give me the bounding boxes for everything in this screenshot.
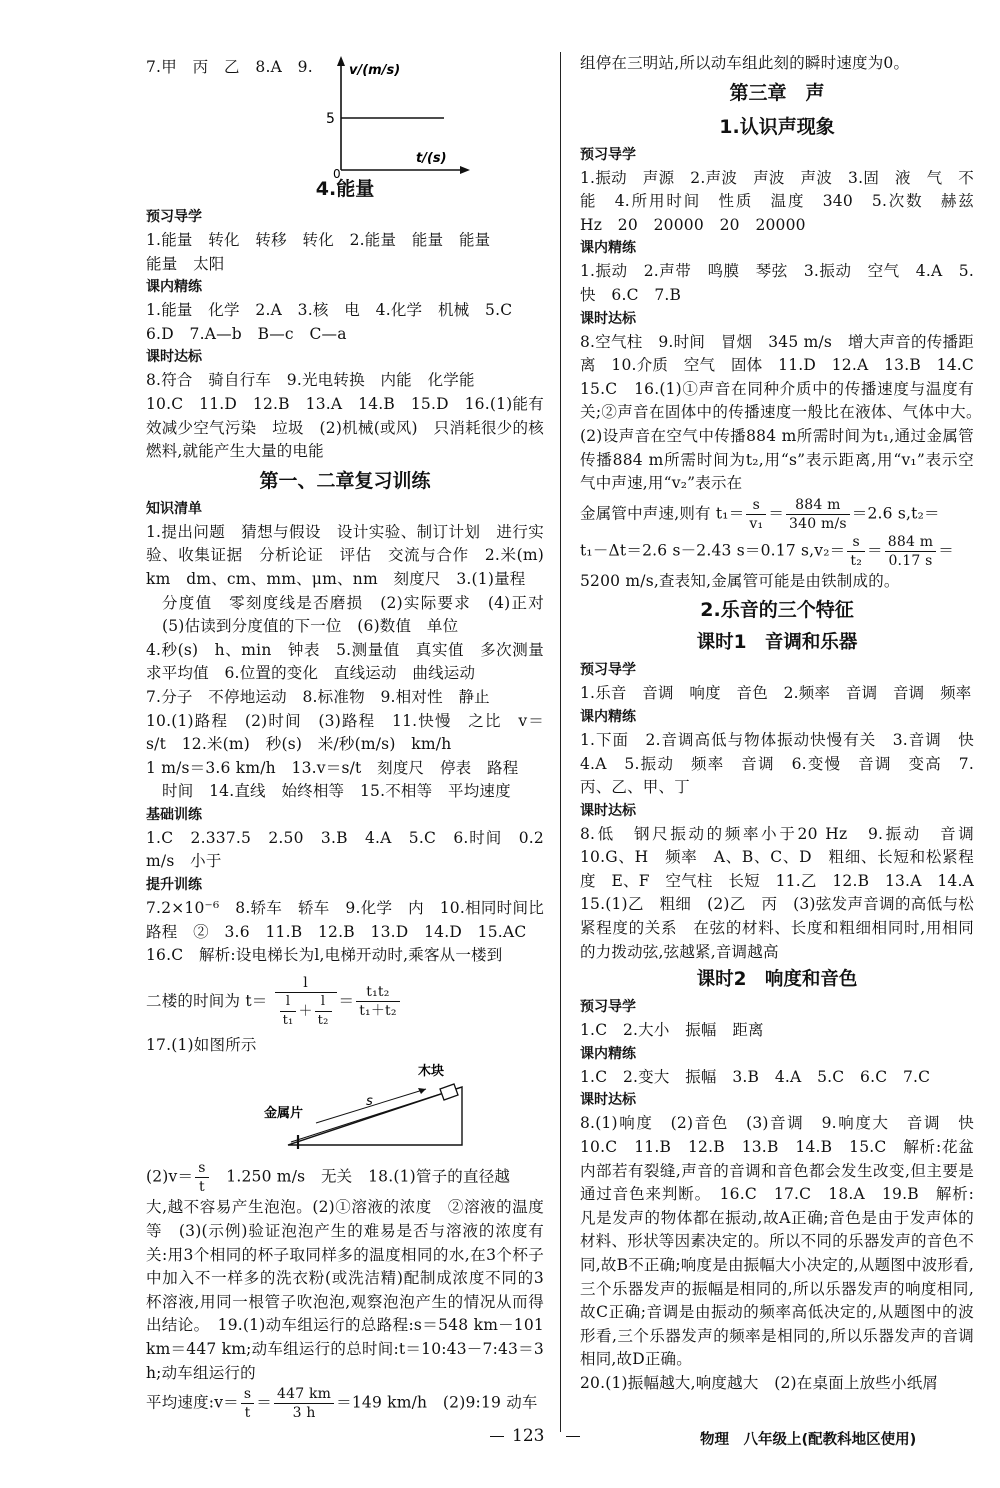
knowledge-1: 1.提出问题 猜想与假设 设计实验、制订计划 进行实验、收集证据 分析论证 评估 交流与合作 2.米(m) km dm、cm、mm、μm、nm 刻度尺 3.(1)量程 (146, 522, 560, 588)
label-advanced: 提升训练 (146, 877, 202, 894)
continued-text: 组停在三明站,所以动车组此刻的瞬时速度为0。 (580, 54, 910, 72)
knowledge-5: 10.(1)路程 (2)时间 (3)路程 11.快慢 之比 v＝s/t 12.米(m) 秒(s) 米/秒(m/s) km/h (146, 711, 544, 754)
knowledge-6: 1 m/s＝3.6 km/h 13.v＝s/t 刻度尺 停表 路程 (146, 758, 519, 777)
wood-block (440, 1084, 458, 1100)
label-preview: 预习导学 (146, 209, 202, 225)
fraction-s-t-2 (241, 1385, 254, 1422)
label-standard: 课时达标 (580, 802, 636, 819)
q17-answer-rest: 1.250 m/s 无关 18.(1)管子的直径越 (210, 1167, 511, 1186)
q19-speed: 平均速度:v＝ $\frac{s}{t}$ ＝ $\frac{447 km}{3 h}$ ＝149 km/h (2)9:19 动车 (146, 1386, 538, 1422)
k2-standard: 8.(1)响度 (2)音色 (3)音调 9.响度大 音调 快 10.C 11.B 12.B 13.B 14.B 15.C 解析:花盆内部若有裂缝,声音的音调和音色都会发生改变,但主要是通过音色来判断。 16.C 17.C 18.A 19.B 解析:凡是发声的物体都在振动,故A正确;音色是由于发声体的材料、形状等因素决定的。所以不同的乐器发声的音色不同,故B不正确;响度是由振幅大小决定的,从题图中波形看,三个乐器发声的振幅是相同的,所以乐器发声的响度相同,故C正确;音调是由振动的频率高低决定的,从题图中的波形看,三个乐器发声的频率是相同的,所以乐器发声的音调相同,故D正确。 (580, 1114, 990, 1369)
frac-num-l: l (275, 974, 337, 993)
den: 0.17 s (888, 552, 933, 569)
label-basic: 基础训练 (146, 806, 202, 823)
page-number: 123 (512, 1426, 545, 1446)
fraction-884-340 (786, 496, 850, 533)
num: 447 km (274, 1385, 334, 1404)
s1-conclusion: 5200 m/s,查表知,金属管可能是由铁制成的。 (580, 571, 900, 590)
fraction-l-over-sum (275, 974, 337, 1030)
num: s (746, 496, 766, 515)
x-arrow-icon (460, 166, 470, 174)
label-in-class: 课内精练 (580, 708, 636, 725)
section-1-title: 1.认识声现象 (719, 115, 835, 138)
footer-subject: 物理 八年级上(配教科地区使用) (700, 1432, 917, 1448)
num: s (241, 1385, 254, 1404)
s1-calc-2: t₁－Δt＝2.6 s－2.43 s＝0.17 s,v₂＝ $\frac{s}{\text{t₂}}$ ＝ $\frac{884 m}{0.17 s}$ ＝ (580, 533, 954, 569)
label-s: s (366, 1094, 373, 1110)
label-standard: 课时达标 (580, 1092, 636, 1109)
q7-9-block (146, 52, 544, 180)
knowledge-4: 7.分子 不停地运动 8.标准物 9.相对性 静止 (146, 687, 490, 706)
graph-ylabel: v/(m/s) (349, 63, 401, 78)
label-preview: 预习导学 (580, 999, 636, 1016)
answers-7-9: 7.甲 丙 乙 8.A 9. (146, 58, 313, 76)
frac-den-sum: $\frac{l}{\text{t₁}}$ ＋ $\frac{l}{\text{t₂}}$ (275, 993, 337, 1030)
den: v₁ (749, 515, 764, 532)
graph-xlabel: t/(s) (416, 151, 447, 166)
right-column (580, 52, 990, 1396)
q19-rest: ＝149 km/h (2)9:19 动车 (336, 1393, 538, 1412)
label-in-class: 课内精练 (146, 279, 202, 296)
num: 884 m (786, 496, 850, 515)
s4-preview-line1: 1.能量 转化 转移 转化 2.能量 能量 能量 (146, 231, 491, 249)
label-in-class: 课内精练 (580, 240, 636, 257)
s4-standard-line1: 8.符合 骑自行车 9.光电转换 内能 化学能 (146, 371, 475, 390)
review-title: 第一、二章复习训练 (259, 469, 431, 492)
k2-q20: 20.(1)振幅越大,响度越大 (2)在桌面上放些小纸屑 (580, 1373, 939, 1392)
knowledge-2: 分度值 零刻度线是否磨损 (2)实际要求 (4)正对 (5)估读到分度值的下一位 (6)数值 单位 (162, 593, 560, 636)
num: 884 m (885, 533, 936, 552)
s1-calc-1: 金属管中声速,则有 t₁＝ $\frac{s}{\text{v₁}}$ ＝ $\frac{884 m}{340 m/s}$ ＝2.6 s,t₂＝ (580, 496, 940, 532)
q18-19-text: 大,越不容易产生泡泡。(2)①溶液的浓度 ②溶液的温度等 (3)(示例)验证泡泡产生的难易是否与溶液的浓度有关:用3个相同的杯子取同样多的温度相同的水,在3个杯子中加入不一样多的洗衣粉(或洗洁精)配制成浓度不同的3杯溶液,用同一根管子吹泡泡,观察泡泡产生的情况从而得出结论。 19.(1)动车组运行的总路程:s＝548 km－101 km＝447 km;动车组运行的总时间:t＝10:43－7:43＝3 h;动车组运行的 (146, 1198, 544, 1382)
den: t (244, 1405, 251, 1422)
q16-formula-prefix: 二楼的时间为 t＝ (146, 991, 268, 1010)
section-title-energy: 4.能量 (315, 178, 375, 200)
advanced-answers: 7.2×10⁻⁶ 8.轿车 轿车 9.化学 内 10.相同时间比路程 ② 3.6 11.B 12.B 13.D 14.D 15.AC (146, 899, 544, 941)
num: l (315, 993, 332, 1012)
graph-origin: 0 (333, 167, 341, 180)
den: t (199, 1179, 205, 1196)
label-metal-plate: 金属片 (264, 1106, 304, 1122)
den: t₁＋t₂ (359, 1003, 397, 1020)
den: t₂ (850, 552, 863, 569)
fraction-s-t (195, 1159, 208, 1196)
incline-figure (258, 1057, 558, 1157)
num: t₁t₂ (356, 983, 399, 1002)
knowledge-3: 4.秒(s) h、min 钟表 5.测量值 真实值 多次测量求平均值 6.位置的变化 直线运动 曲线运动 (146, 640, 544, 683)
q16-text: 16.C 解析:设电梯长为l,电梯开动时,乘客从一楼到 (146, 946, 503, 965)
fraction-t1t2 (356, 983, 399, 1020)
footer-dash-right (566, 1436, 580, 1437)
k1-standard: 8.低 钢尺振动的频率小于20 Hz 9.振动 音调 10.G、H 频率 A、B、C、D 粗细、长短和松紧程度 E、F 空气柱 长短 11.乙 12.B 13.A 14.A 15.(1)乙 粗细 (2)乙 丙 (3)弦发声音调的高低与松紧程度的关系 在弦的材料、长度和粗细相同时,用相同的力拨动弦,弦越紧,音调越高 (580, 824, 990, 961)
frac-l-t1 (280, 993, 297, 1030)
s4-inclass-line2: 6.D 7.A—b B—c C—a (146, 324, 347, 343)
s4-preview-line2: 能量 太阳 (146, 254, 225, 273)
incline-surface (291, 1087, 462, 1142)
frac-l-t2 (315, 993, 332, 1030)
den: 3 h (292, 1405, 316, 1422)
velocity-time-graph (314, 52, 494, 180)
num: l (280, 993, 297, 1012)
calc2-prefix: t₁－Δt＝2.6 s－2.43 s＝0.17 s,v₂＝ (580, 541, 846, 560)
label-standard: 课时达标 (146, 349, 202, 366)
lesson-2-title: 课时2 响度和音色 (696, 969, 858, 991)
graph-y-tick: 5 (326, 111, 335, 127)
fraction-s-v1 (746, 496, 766, 533)
q16-formula: 二楼的时间为 t＝ l $\frac{l}{\text{t₁}}$ ＋ $\frac{l}{\text{t₂}}$ ＝ $\frac{\text{t₁t₂}}{\text{t₁＋t₂}}$ (146, 974, 544, 1030)
label-in-class: 课内精练 (580, 1045, 636, 1062)
k1-preview: 1.乐音 音调 响度 音色 2.频率 音调 音调 频率 (580, 684, 972, 703)
q17-text: 17.(1)如图所示 (146, 1035, 257, 1054)
calc2-rest: ＝ (938, 541, 954, 560)
knowledge-7: 时间 14.直线 始终相等 15.不相等 平均速度 (162, 782, 511, 801)
s1-standard: 8.空气柱 9.时间 冒烟 345 m/s 增大声音的传播距离 10.介质 空气 固体 11.D 12.A 13.B 14.C 15.C 16.(1)①声音在同种介质中的传播速度与温度有关;②声音在固体中的传播速度一般比在液体、气体中大。 (2)设声音在空气中传播884 m所需时间为t₁,通过金属管传播884 m所需时间为t₂,用“s”表示距离,用“v₁”表示空气中声速,用“v₂”表示在 (580, 332, 990, 493)
column-divider (560, 52, 561, 1432)
calc1-rest: ＝2.6 s,t₂＝ (851, 504, 940, 523)
s4-standard-line2: 10.C 11.D 12.B 13.A 14.B 15.D 16.(1)能有效减少空气污染 垃圾 (2)机械(或风) 只消耗很少的核燃料,就能产生大量的电能 (146, 394, 544, 461)
den: 340 m/s (789, 515, 847, 532)
den: t₁ (282, 1012, 294, 1028)
calc1-prefix: 金属管中声速,则有 t₁＝ (580, 504, 745, 523)
fraction-447-3 (274, 1385, 334, 1422)
fraction-s-t2 (847, 533, 865, 570)
section-2-title: 2.乐音的三个特征 (700, 599, 854, 622)
page-footer (0, 1420, 1000, 1450)
s4-inclass-line1: 1.能量 化学 2.A 3.核 电 4.化学 机械 5.C (146, 301, 513, 320)
label-wood-block: 木块 (418, 1064, 445, 1080)
q17-answer (146, 1159, 544, 1196)
s1-inclass: 1.振动 2.声带 鸣膜 琴弦 3.振动 空气 4.A 5.快 6.C 7.B (580, 262, 974, 304)
k2-preview: 1.C 2.大小 振幅 距离 (580, 1021, 764, 1040)
left-column (146, 52, 560, 1422)
footer-dash-left (490, 1436, 504, 1437)
s1-preview: 1.振动 声源 2.声波 声波 声波 3.固 液 气 不能 4.所用时间 性质 温度 340 5.次数 赫兹 Hz 20 20000 20 20000 (580, 168, 990, 234)
basic-answers: 1.C 2.337.5 2.50 3.B 4.A 5.C 6.时间 0.2 m/s 小于 (146, 828, 544, 871)
y-arrow-icon (337, 56, 345, 66)
label-preview: 预习导学 (580, 662, 636, 679)
label-preview: 预习导学 (580, 146, 636, 163)
q17-v-prefix: (2)v＝ (146, 1167, 194, 1186)
lesson-1-title: 课时1 音调和乐器 (696, 632, 858, 654)
num: s (195, 1159, 208, 1178)
label-knowledge-list: 知识清单 (146, 500, 202, 517)
k2-inclass: 1.C 2.变大 振幅 3.B 4.A 5.C 6.C 7.C (580, 1067, 931, 1086)
chapter-3-title: 第三章 声 (729, 81, 825, 104)
num: s (847, 533, 865, 552)
fraction-884-017 (885, 533, 936, 570)
label-standard: 课时达标 (580, 310, 636, 327)
den: t₂ (317, 1012, 329, 1028)
k1-inclass: 1.下面 2.音调高低与物体振动快慢有关 3.音调 快 4.A 5.振动 频率 音调 6.变慢 音调 变高 7.丙、乙、甲、丁 (580, 730, 990, 797)
q19-prefix: 平均速度:v＝ (146, 1393, 239, 1412)
